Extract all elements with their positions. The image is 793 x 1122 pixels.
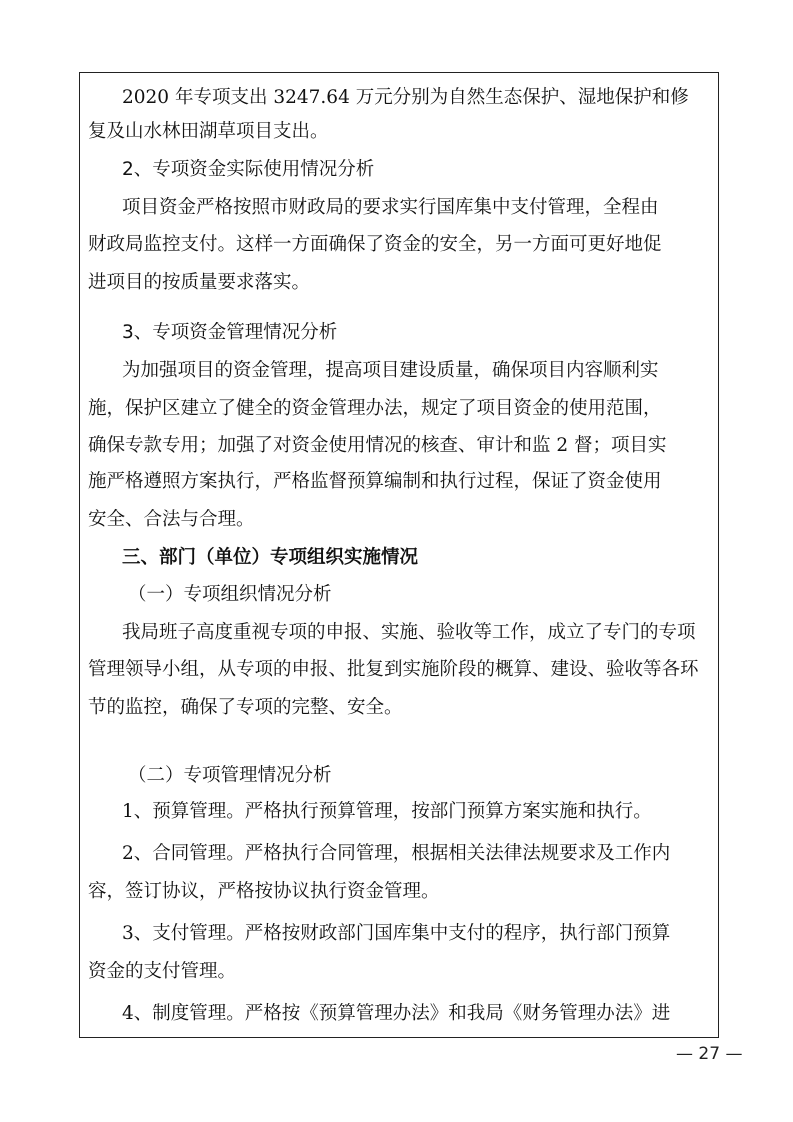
section-heading: 2、专项资金实际使用情况分析 (122, 159, 375, 180)
paragraph-line: 安全、合法与合理。 (88, 509, 255, 530)
paragraph-line: 施，保护区建立了健全的资金管理办法，规定了项目资金的使用范围， (88, 398, 662, 419)
paragraph-line: 容，签订协议，严格按协议执行资金管理。 (88, 881, 440, 902)
section-heading: （一）专项组织情况分析 (128, 584, 332, 605)
page-number: — 27 — (676, 1044, 743, 1064)
paragraph-line: 资金的支付管理。 (88, 961, 237, 982)
paragraph-line: 复及山水林田湖草项目支出。 (88, 121, 329, 142)
paragraph-line: 确保专款专用；加强了对资金使用情况的核查、审计和监 2 督；项目实 (88, 435, 667, 456)
paragraph-line: 4、制度管理。严格按《预算管理办法》和我局《财务管理办法》进 (122, 1003, 671, 1024)
section-heading: （二）专项管理情况分析 (128, 765, 332, 786)
paragraph-line: 管理领导小组，从专项的申报、批复到实施阶段的概算、建设、验收等各环 (88, 659, 699, 680)
paragraph-line: 施严格遵照方案执行，严格监督预算编制和执行过程，保证了资金使用 (88, 471, 662, 492)
chapter-heading: 三、部门（单位）专项组织实施情况 (122, 547, 419, 568)
paragraph-line: 1、预算管理。严格执行预算管理，按部门预算方案实施和执行。 (122, 801, 652, 822)
paragraph-line: 进项目的按质量要求落实。 (88, 272, 311, 293)
paragraph-line: 2020 年专项支出 3247.64 万元分别为自然生态保护、湿地保护和修 (122, 87, 689, 108)
paragraph-line: 我局班子高度重视专项的申报、实施、验收等工作，成立了专门的专项 (122, 622, 696, 643)
paragraph-line: 2、合同管理。严格执行合同管理，根据相关法律法规要求及工作内 (122, 843, 671, 864)
paragraph-line: 节的监控，确保了专项的完整、安全。 (88, 697, 403, 718)
paragraph-line: 为加强项目的资金管理，提高项目建设质量，确保项目内容顺利实 (122, 360, 659, 381)
section-heading: 3、专项资金管理情况分析 (122, 322, 338, 343)
paragraph-line: 项目资金严格按照市财政局的要求实行国库集中支付管理，全程由 (122, 197, 659, 218)
paragraph-line: 财政局监控支付。这样一方面确保了资金的安全，另一方面可更好地促 (88, 234, 662, 255)
paragraph-line: 3、支付管理。严格按财政部门国库集中支付的程序，执行部门预算 (122, 923, 671, 944)
